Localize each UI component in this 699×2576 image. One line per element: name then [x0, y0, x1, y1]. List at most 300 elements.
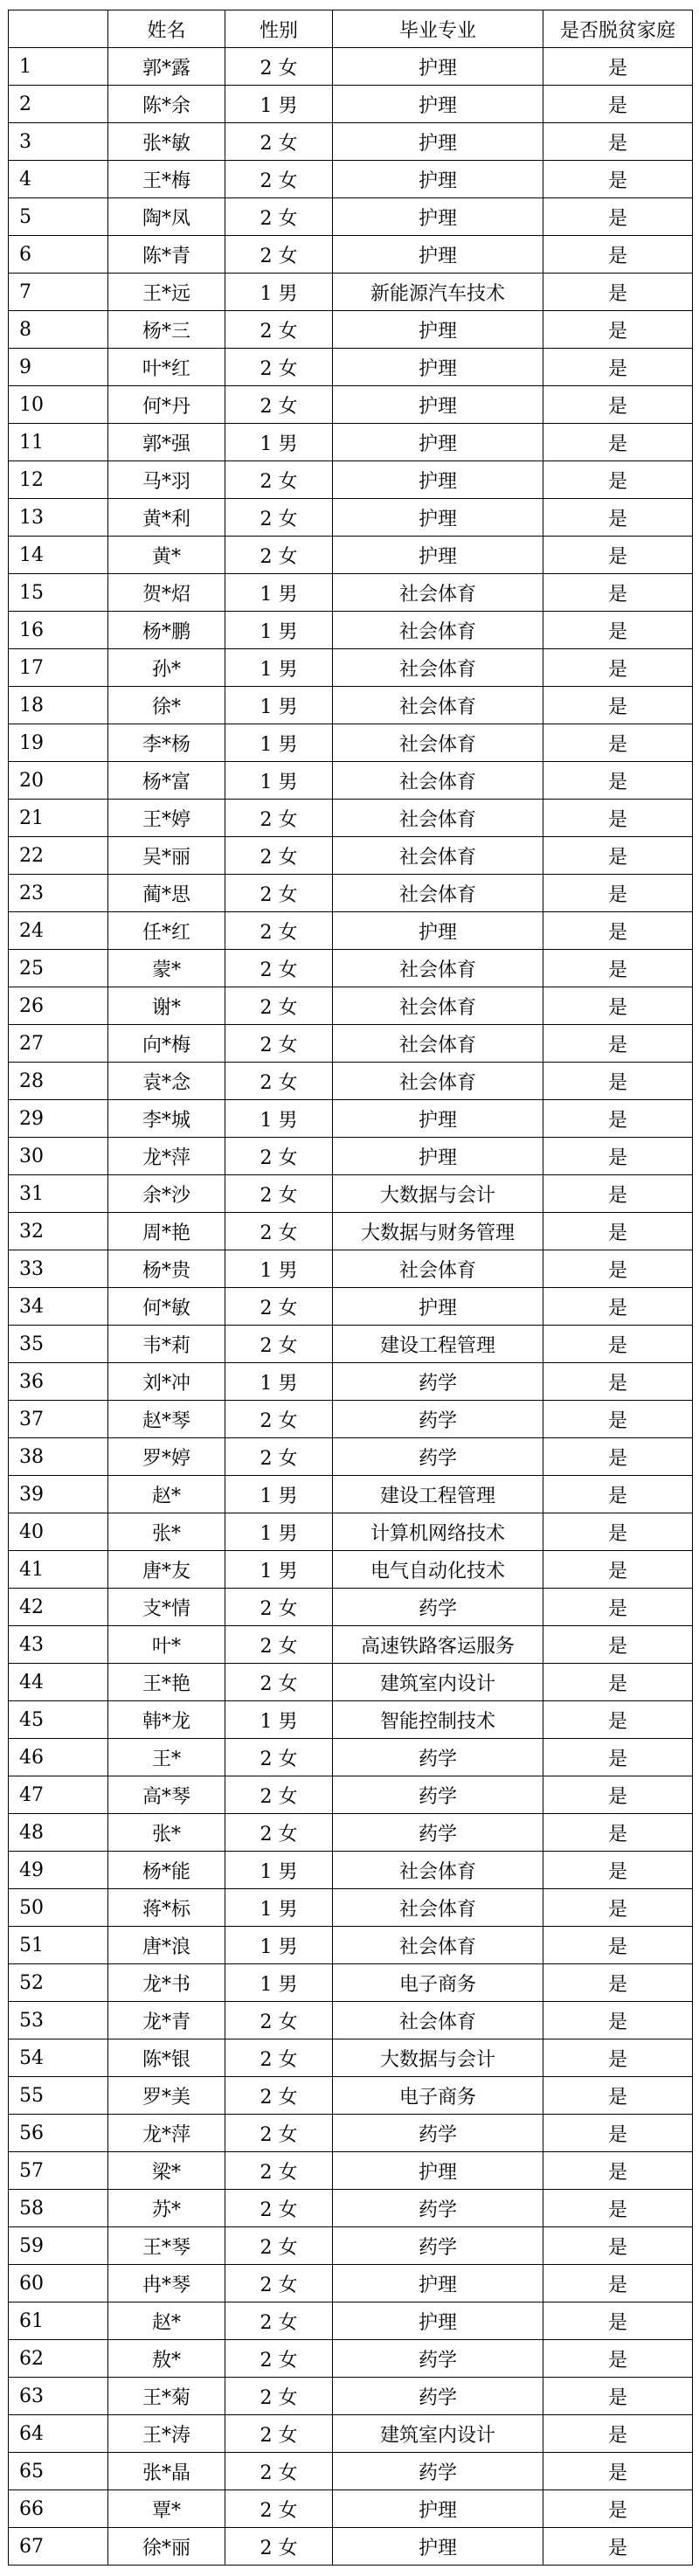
table-row	[9, 1288, 693, 1326]
table-row	[9, 1401, 693, 1438]
major-cell: 药学	[333, 2378, 543, 2415]
student-name-cell: 袁*念	[108, 1063, 225, 1100]
major-cell: 社会体育	[333, 987, 543, 1025]
student-name-cell: 梁*	[108, 2152, 225, 2190]
major-cell: 药学	[333, 1814, 543, 1852]
major-cell: 社会体育	[333, 649, 543, 687]
gender-cell: 2 女	[225, 1213, 333, 1250]
row-index-cell: 1	[9, 48, 108, 86]
gender-cell: 2 女	[225, 1589, 333, 1626]
major-cell: 药学	[333, 2115, 543, 2152]
major-cell: 药学	[333, 2340, 543, 2378]
gender-cell: 2 女	[225, 2039, 333, 2077]
poverty-family-cell: 是	[543, 950, 693, 987]
table-row	[9, 349, 693, 386]
table-row	[9, 2190, 693, 2227]
major-cell: 社会体育	[333, 1927, 543, 1964]
student-name-cell: 罗*婷	[108, 1438, 225, 1476]
student-name-cell: 李*城	[108, 1100, 225, 1138]
poverty-family-cell: 是	[543, 1664, 693, 1701]
row-index-cell: 64	[9, 2415, 108, 2453]
table-row	[9, 537, 693, 574]
major-cell: 护理	[333, 424, 543, 461]
major-cell: 大数据与会计	[333, 1175, 543, 1213]
poverty-family-cell: 是	[543, 1100, 693, 1138]
student-name-cell: 龙*青	[108, 2002, 225, 2039]
major-cell: 高速铁路客运服务	[333, 1626, 543, 1664]
student-name-cell: 陈*余	[108, 86, 225, 123]
table-row	[9, 2152, 693, 2190]
gender-cell: 1 男	[225, 1363, 333, 1401]
poverty-family-cell: 是	[543, 274, 693, 311]
major-cell: 护理	[333, 349, 543, 386]
poverty-family-cell: 是	[543, 161, 693, 198]
gender-cell: 2 女	[225, 2378, 333, 2415]
major-cell: 社会体育	[333, 574, 543, 612]
poverty-family-cell: 是	[543, 574, 693, 612]
table-row	[9, 762, 693, 800]
row-index-cell: 4	[9, 161, 108, 198]
student-name-cell: 何*敏	[108, 1288, 225, 1326]
major-cell: 社会体育	[333, 762, 543, 800]
row-index-cell: 6	[9, 236, 108, 274]
major-cell: 护理	[333, 123, 543, 161]
row-index-cell: 32	[9, 1213, 108, 1250]
row-index-cell: 38	[9, 1438, 108, 1476]
poverty-family-cell: 是	[543, 2340, 693, 2378]
table-row	[9, 1589, 693, 1626]
poverty-family-cell: 是	[543, 2528, 693, 2566]
gender-cell: 1 男	[225, 1250, 333, 1288]
student-name-cell: 任*红	[108, 912, 225, 950]
poverty-family-cell: 是	[543, 311, 693, 349]
major-cell: 社会体育	[333, 837, 543, 875]
row-index-cell: 15	[9, 574, 108, 612]
major-cell: 社会体育	[333, 1250, 543, 1288]
table-row	[9, 687, 693, 724]
major-cell: 电子商务	[333, 1964, 543, 2002]
poverty-family-cell: 是	[543, 1138, 693, 1175]
major-cell: 社会体育	[333, 2002, 543, 2039]
row-index-cell: 50	[9, 1889, 108, 1927]
major-cell: 护理	[333, 86, 543, 123]
major-cell: 社会体育	[333, 1852, 543, 1889]
student-name-cell: 蔺*思	[108, 875, 225, 912]
row-index-cell: 20	[9, 762, 108, 800]
row-index-cell: 33	[9, 1250, 108, 1288]
table-row	[9, 1363, 693, 1401]
row-index-cell: 59	[9, 2227, 108, 2265]
student-name-cell: 韦*莉	[108, 1326, 225, 1363]
table-row	[9, 198, 693, 236]
row-index-cell: 22	[9, 837, 108, 875]
student-name-cell: 张*敏	[108, 123, 225, 161]
gender-cell: 1 男	[225, 1513, 333, 1551]
major-cell: 大数据与财务管理	[333, 1213, 543, 1250]
row-index-cell: 25	[9, 950, 108, 987]
row-index-cell: 16	[9, 612, 108, 649]
major-cell: 护理	[333, 386, 543, 424]
table-row	[9, 1213, 693, 1250]
major-cell: 护理	[333, 1100, 543, 1138]
poverty-family-cell: 是	[543, 2490, 693, 2528]
student-name-cell: 张*晶	[108, 2453, 225, 2490]
major-cell: 护理	[333, 236, 543, 274]
row-index-cell: 7	[9, 274, 108, 311]
row-index-cell: 43	[9, 1626, 108, 1664]
gender-cell: 2 女	[225, 311, 333, 349]
table-row	[9, 2453, 693, 2490]
gender-cell: 2 女	[225, 2490, 333, 2528]
gender-cell: 2 女	[225, 1438, 333, 1476]
student-name-cell: 郭*露	[108, 48, 225, 86]
poverty-family-cell: 是	[543, 2039, 693, 2077]
student-name-cell: 王*梅	[108, 161, 225, 198]
table-row	[9, 2039, 693, 2077]
gender-cell: 2 女	[225, 461, 333, 499]
table-row	[9, 311, 693, 349]
student-name-cell: 叶*红	[108, 349, 225, 386]
student-name-cell: 郭*强	[108, 424, 225, 461]
row-index-cell: 13	[9, 499, 108, 537]
table-row	[9, 2302, 693, 2340]
table-row	[9, 2415, 693, 2453]
student-name-cell: 徐*	[108, 687, 225, 724]
table-row	[9, 1250, 693, 1288]
student-name-cell: 王*婷	[108, 800, 225, 837]
poverty-family-cell: 是	[543, 2227, 693, 2265]
student-name-cell: 张*	[108, 1814, 225, 1852]
major-cell: 社会体育	[333, 1063, 543, 1100]
table-row	[9, 1100, 693, 1138]
row-index-cell: 42	[9, 1589, 108, 1626]
row-index-cell: 14	[9, 537, 108, 574]
poverty-family-cell: 是	[543, 1739, 693, 1776]
table-row	[9, 161, 693, 198]
gender-cell: 1 男	[225, 1701, 333, 1739]
table-row	[9, 1701, 693, 1739]
student-name-cell: 苏*	[108, 2190, 225, 2227]
major-cell: 建筑室内设计	[333, 1664, 543, 1701]
table-row	[9, 1776, 693, 1814]
student-name-cell: 王*菊	[108, 2378, 225, 2415]
major-cell: 药学	[333, 2453, 543, 2490]
table-row	[9, 499, 693, 537]
student-name-cell: 王*艳	[108, 1664, 225, 1701]
major-cell: 护理	[333, 2152, 543, 2190]
row-index-cell: 10	[9, 386, 108, 424]
row-index-cell: 21	[9, 800, 108, 837]
row-index-cell: 60	[9, 2265, 108, 2302]
graduate-table	[8, 10, 693, 2566]
major-cell: 护理	[333, 499, 543, 537]
gender-cell: 2 女	[225, 2265, 333, 2302]
header-index	[9, 10, 108, 48]
major-cell: 护理	[333, 2528, 543, 2566]
student-name-cell: 贺*炤	[108, 574, 225, 612]
student-name-cell: 覃*	[108, 2490, 225, 2528]
gender-cell: 2 女	[225, 875, 333, 912]
table-row	[9, 1063, 693, 1100]
table-row	[9, 800, 693, 837]
major-cell: 护理	[333, 198, 543, 236]
gender-cell: 2 女	[225, 123, 333, 161]
row-index-cell: 28	[9, 1063, 108, 1100]
gender-cell: 2 女	[225, 1288, 333, 1326]
row-index-cell: 2	[9, 86, 108, 123]
table-row	[9, 1626, 693, 1664]
table-row	[9, 2002, 693, 2039]
gender-cell: 2 女	[225, 2152, 333, 2190]
poverty-family-cell: 是	[543, 424, 693, 461]
row-index-cell: 53	[9, 2002, 108, 2039]
row-index-cell: 45	[9, 1701, 108, 1739]
table-row	[9, 1739, 693, 1776]
gender-cell: 1 男	[225, 612, 333, 649]
poverty-family-cell: 是	[543, 912, 693, 950]
poverty-family-cell: 是	[543, 1175, 693, 1213]
table-row	[9, 649, 693, 687]
student-name-cell: 赵*	[108, 2302, 225, 2340]
row-index-cell: 30	[9, 1138, 108, 1175]
table-row	[9, 1438, 693, 1476]
major-cell: 社会体育	[333, 800, 543, 837]
student-name-cell: 陈*银	[108, 2039, 225, 2077]
poverty-family-cell: 是	[543, 1889, 693, 1927]
table-row	[9, 724, 693, 762]
table-row	[9, 1664, 693, 1701]
row-index-cell: 44	[9, 1664, 108, 1701]
gender-cell: 1 男	[225, 1100, 333, 1138]
major-cell: 药学	[333, 1438, 543, 1476]
student-name-cell: 唐*友	[108, 1551, 225, 1589]
student-name-cell: 王*	[108, 1739, 225, 1776]
table-row	[9, 574, 693, 612]
row-index-cell: 31	[9, 1175, 108, 1213]
table-row	[9, 1551, 693, 1589]
gender-cell: 2 女	[225, 2227, 333, 2265]
poverty-family-cell: 是	[543, 2265, 693, 2302]
major-cell: 社会体育	[333, 687, 543, 724]
gender-cell: 2 女	[225, 950, 333, 987]
poverty-family-cell: 是	[543, 1025, 693, 1063]
poverty-family-cell: 是	[543, 48, 693, 86]
poverty-family-cell: 是	[543, 2152, 693, 2190]
major-cell: 护理	[333, 461, 543, 499]
student-name-cell: 蒋*标	[108, 1889, 225, 1927]
student-name-cell: 龙*书	[108, 1964, 225, 2002]
row-index-cell: 34	[9, 1288, 108, 1326]
student-name-cell: 周*艳	[108, 1213, 225, 1250]
row-index-cell: 49	[9, 1852, 108, 1889]
poverty-family-cell: 是	[543, 236, 693, 274]
header-major: 毕业专业	[333, 10, 543, 48]
student-name-cell: 龙*萍	[108, 2115, 225, 2152]
gender-cell: 2 女	[225, 2002, 333, 2039]
major-cell: 建设工程管理	[333, 1326, 543, 1363]
gender-cell: 1 男	[225, 1551, 333, 1589]
student-name-cell: 杨*鹏	[108, 612, 225, 649]
row-index-cell: 9	[9, 349, 108, 386]
gender-cell: 2 女	[225, 800, 333, 837]
major-cell: 护理	[333, 311, 543, 349]
student-name-cell: 陶*凤	[108, 198, 225, 236]
major-cell: 建筑室内设计	[333, 2415, 543, 2453]
table-body	[9, 48, 693, 2566]
table-row	[9, 2340, 693, 2378]
major-cell: 药学	[333, 1589, 543, 1626]
table-row	[9, 86, 693, 123]
table-row	[9, 1175, 693, 1213]
gender-cell: 2 女	[225, 837, 333, 875]
poverty-family-cell: 是	[543, 1326, 693, 1363]
student-name-cell: 张*	[108, 1513, 225, 1551]
table-row	[9, 950, 693, 987]
student-name-cell: 杨*贵	[108, 1250, 225, 1288]
major-cell: 护理	[333, 2302, 543, 2340]
poverty-family-cell: 是	[543, 987, 693, 1025]
row-index-cell: 55	[9, 2077, 108, 2115]
major-cell: 护理	[333, 2490, 543, 2528]
row-index-cell: 11	[9, 424, 108, 461]
poverty-family-cell: 是	[543, 1776, 693, 1814]
gender-cell: 2 女	[225, 1814, 333, 1852]
gender-cell: 2 女	[225, 2340, 333, 2378]
header-row	[9, 10, 693, 48]
major-cell: 药学	[333, 1363, 543, 1401]
gender-cell: 1 男	[225, 1964, 333, 2002]
table-row	[9, 987, 693, 1025]
row-index-cell: 57	[9, 2152, 108, 2190]
major-cell: 电子商务	[333, 2077, 543, 2115]
poverty-family-cell: 是	[543, 1852, 693, 1889]
gender-cell: 2 女	[225, 987, 333, 1025]
major-cell: 智能控制技术	[333, 1701, 543, 1739]
student-name-cell: 孙*	[108, 649, 225, 687]
gender-cell: 2 女	[225, 2302, 333, 2340]
table-row	[9, 1964, 693, 2002]
poverty-family-cell: 是	[543, 2302, 693, 2340]
major-cell: 药学	[333, 2227, 543, 2265]
poverty-family-cell: 是	[543, 2190, 693, 2227]
gender-cell: 1 男	[225, 1889, 333, 1927]
row-index-cell: 46	[9, 1739, 108, 1776]
poverty-family-cell: 是	[543, 800, 693, 837]
row-index-cell: 51	[9, 1927, 108, 1964]
student-name-cell: 徐*丽	[108, 2528, 225, 2566]
gender-cell: 2 女	[225, 48, 333, 86]
row-index-cell: 48	[9, 1814, 108, 1852]
poverty-family-cell: 是	[543, 537, 693, 574]
student-name-cell: 唐*浪	[108, 1927, 225, 1964]
poverty-family-cell: 是	[543, 724, 693, 762]
table-row	[9, 123, 693, 161]
gender-cell: 1 男	[225, 274, 333, 311]
poverty-family-cell: 是	[543, 1589, 693, 1626]
gender-cell: 2 女	[225, 198, 333, 236]
table-row	[9, 2378, 693, 2415]
major-cell: 护理	[333, 1138, 543, 1175]
poverty-family-cell: 是	[543, 875, 693, 912]
student-name-cell: 蒙*	[108, 950, 225, 987]
student-name-cell: 马*羽	[108, 461, 225, 499]
student-name-cell: 韩*龙	[108, 1701, 225, 1739]
major-cell: 社会体育	[333, 612, 543, 649]
student-name-cell: 龙*萍	[108, 1138, 225, 1175]
gender-cell: 2 女	[225, 349, 333, 386]
poverty-family-cell: 是	[543, 1701, 693, 1739]
poverty-family-cell: 是	[543, 123, 693, 161]
gender-cell: 1 男	[225, 1927, 333, 1964]
student-name-cell: 支*情	[108, 1589, 225, 1626]
gender-cell: 1 男	[225, 1852, 333, 1889]
gender-cell: 2 女	[225, 1626, 333, 1664]
row-index-cell: 56	[9, 2115, 108, 2152]
major-cell: 药学	[333, 2190, 543, 2227]
table-row	[9, 2227, 693, 2265]
student-name-cell: 陈*青	[108, 236, 225, 274]
poverty-family-cell: 是	[543, 2453, 693, 2490]
major-cell: 社会体育	[333, 724, 543, 762]
gender-cell: 2 女	[225, 2077, 333, 2115]
poverty-family-cell: 是	[543, 1551, 693, 1589]
row-index-cell: 54	[9, 2039, 108, 2077]
header-gender: 性别	[225, 10, 333, 48]
gender-cell: 2 女	[225, 1326, 333, 1363]
student-name-cell: 王*琴	[108, 2227, 225, 2265]
row-index-cell: 3	[9, 123, 108, 161]
gender-cell: 2 女	[225, 1401, 333, 1438]
major-cell: 护理	[333, 161, 543, 198]
gender-cell: 2 女	[225, 2415, 333, 2453]
row-index-cell: 39	[9, 1476, 108, 1513]
gender-cell: 1 男	[225, 762, 333, 800]
student-name-cell: 李*杨	[108, 724, 225, 762]
major-cell: 建设工程管理	[333, 1476, 543, 1513]
row-index-cell: 41	[9, 1551, 108, 1589]
poverty-family-cell: 是	[543, 349, 693, 386]
table-row	[9, 461, 693, 499]
table-row	[9, 2265, 693, 2302]
poverty-family-cell: 是	[543, 687, 693, 724]
gender-cell: 2 女	[225, 2453, 333, 2490]
poverty-family-cell: 是	[543, 2077, 693, 2115]
poverty-family-cell: 是	[543, 1250, 693, 1288]
major-cell: 药学	[333, 1401, 543, 1438]
gender-cell: 2 女	[225, 1776, 333, 1814]
row-index-cell: 63	[9, 2378, 108, 2415]
table-row	[9, 1814, 693, 1852]
poverty-family-cell: 是	[543, 2415, 693, 2453]
gender-cell: 2 女	[225, 161, 333, 198]
gender-cell: 1 男	[225, 724, 333, 762]
student-name-cell: 赵*	[108, 1476, 225, 1513]
gender-cell: 2 女	[225, 386, 333, 424]
student-name-cell: 王*远	[108, 274, 225, 311]
row-index-cell: 67	[9, 2528, 108, 2566]
poverty-family-cell: 是	[543, 1063, 693, 1100]
poverty-family-cell: 是	[543, 2378, 693, 2415]
student-name-cell: 向*梅	[108, 1025, 225, 1063]
row-index-cell: 40	[9, 1513, 108, 1551]
poverty-family-cell: 是	[543, 1213, 693, 1250]
row-index-cell: 58	[9, 2190, 108, 2227]
poverty-family-cell: 是	[543, 1363, 693, 1401]
gender-cell: 1 男	[225, 424, 333, 461]
major-cell: 电气自动化技术	[333, 1551, 543, 1589]
row-index-cell: 52	[9, 1964, 108, 2002]
student-name-cell: 高*琴	[108, 1776, 225, 1814]
